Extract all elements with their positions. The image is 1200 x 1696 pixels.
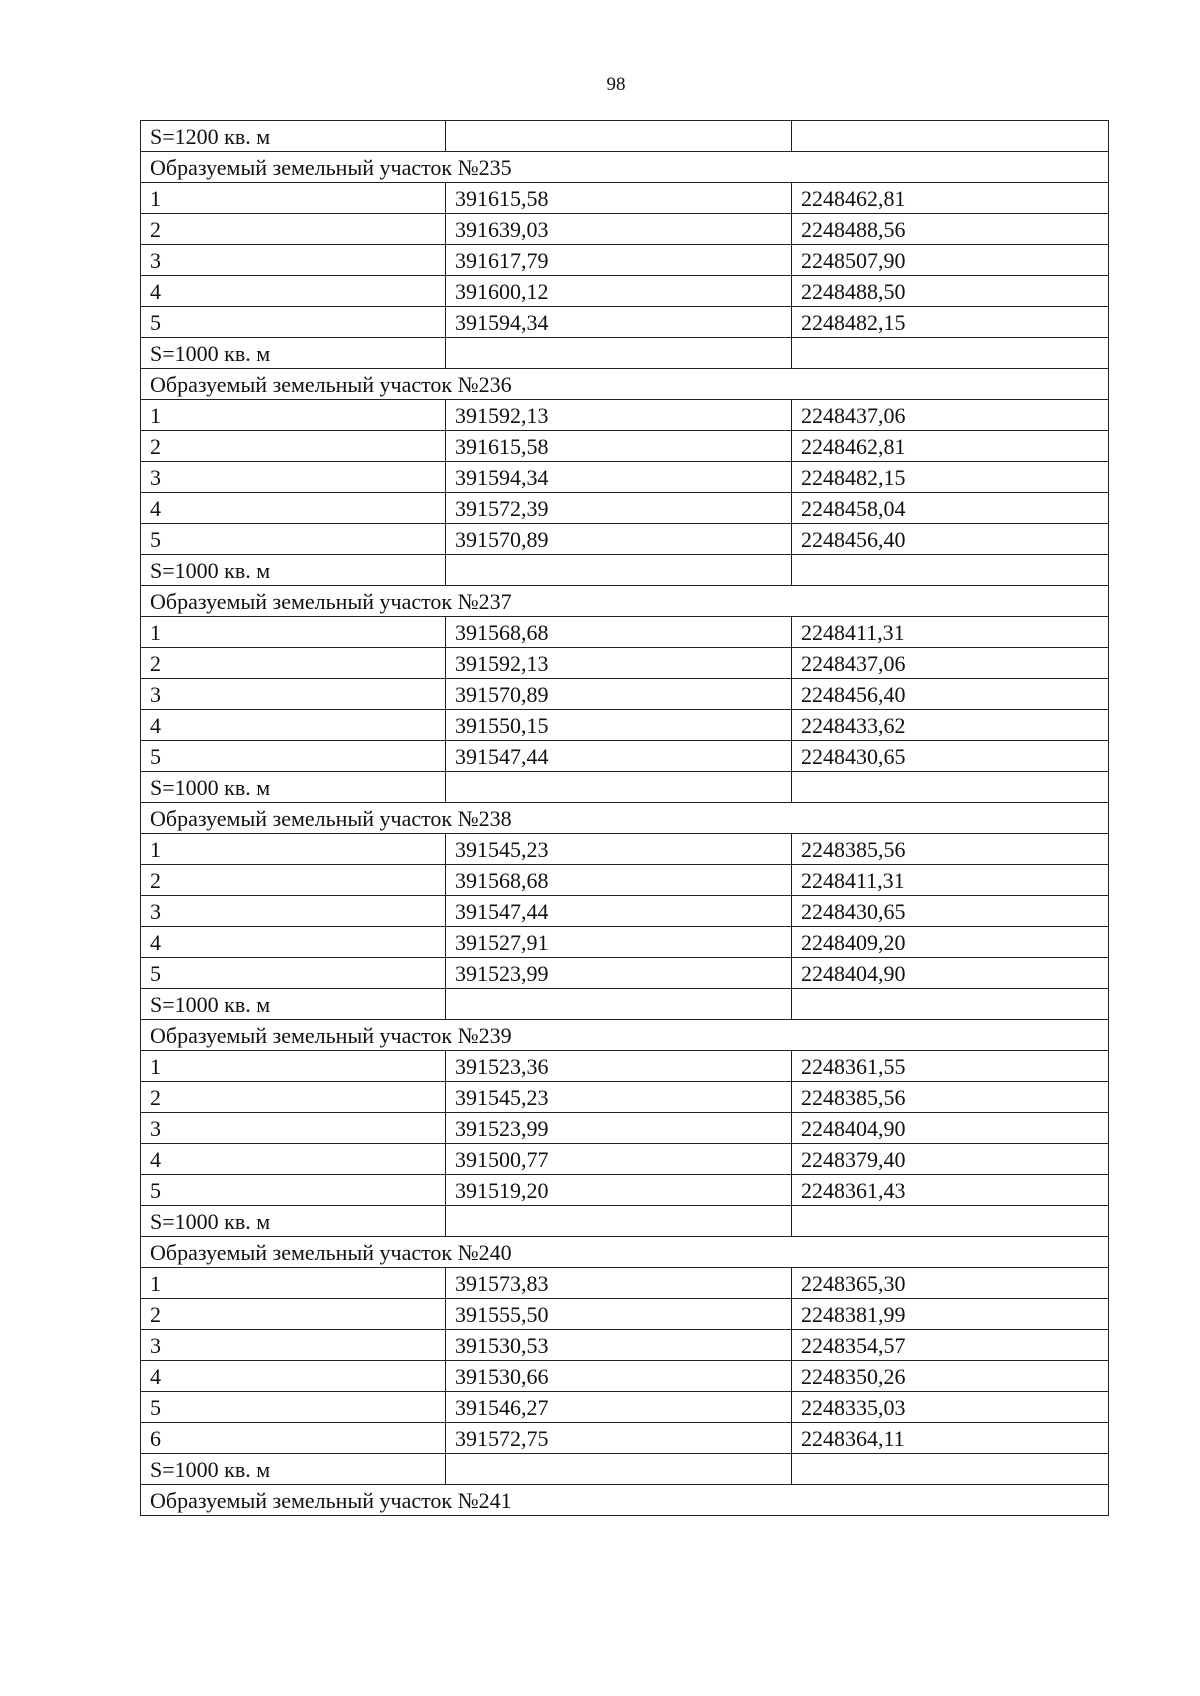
point-number: 4 [141,927,446,958]
coordinate-y: 2248411,31 [792,865,1109,896]
point-row [141,1051,1109,1082]
coordinates-table [140,120,1109,1516]
point-row [141,865,1109,896]
point-number: 3 [141,1113,446,1144]
empty-cell [446,121,792,152]
point-number: 4 [141,1144,446,1175]
coordinate-x: 391568,68 [446,617,792,648]
empty-cell [792,121,1109,152]
coordinate-y: 2248462,81 [792,431,1109,462]
coordinate-x: 391572,39 [446,493,792,524]
coordinate-x: 391545,23 [446,1082,792,1113]
coordinate-y: 2248433,62 [792,710,1109,741]
point-number: 2 [141,648,446,679]
coordinate-x: 391500,77 [446,1144,792,1175]
coordinate-y: 2248411,31 [792,617,1109,648]
area-value: S=1000 кв. м [141,772,446,803]
coordinate-x: 391555,50 [446,1299,792,1330]
coordinate-x: 391523,36 [446,1051,792,1082]
point-row [141,1082,1109,1113]
empty-cell [792,772,1109,803]
point-row [141,462,1109,493]
coordinate-y: 2248437,06 [792,400,1109,431]
point-number: 4 [141,276,446,307]
parcel-header-row [141,803,1109,834]
coordinate-x: 391550,15 [446,710,792,741]
area-row [141,989,1109,1020]
point-row [141,679,1109,710]
coordinate-x: 391592,13 [446,400,792,431]
coordinate-x: 391547,44 [446,741,792,772]
coordinate-x: 391527,91 [446,927,792,958]
point-number: 4 [141,710,446,741]
area-value: S=1200 кв. м [141,121,446,152]
point-row [141,524,1109,555]
empty-cell [446,989,792,1020]
parcel-title: Образуемый земельный участок №238 [141,803,1109,834]
coordinate-y: 2248456,40 [792,679,1109,710]
point-row [141,1113,1109,1144]
empty-cell [792,1454,1109,1485]
point-row [141,214,1109,245]
coordinate-x: 391530,53 [446,1330,792,1361]
coordinate-y: 2248381,99 [792,1299,1109,1330]
point-number: 1 [141,183,446,214]
parcel-header-row [141,369,1109,400]
coordinate-y: 2248482,15 [792,462,1109,493]
point-number: 5 [141,1392,446,1423]
point-number: 2 [141,1082,446,1113]
point-number: 4 [141,1361,446,1392]
coordinate-y: 2248409,20 [792,927,1109,958]
point-row [141,958,1109,989]
point-number: 2 [141,865,446,896]
area-row [141,555,1109,586]
point-number: 1 [141,1051,446,1082]
point-number: 5 [141,958,446,989]
point-number: 3 [141,1330,446,1361]
area-value: S=1000 кв. м [141,555,446,586]
area-row [141,1206,1109,1237]
point-row [141,276,1109,307]
empty-cell [792,555,1109,586]
coordinate-y: 2248456,40 [792,524,1109,555]
coordinate-y: 2248379,40 [792,1144,1109,1175]
area-row [141,338,1109,369]
area-value: S=1000 кв. м [141,338,446,369]
empty-cell [792,338,1109,369]
coordinate-x: 391572,75 [446,1423,792,1454]
coordinate-x: 391592,13 [446,648,792,679]
parcel-title: Образуемый земельный участок №239 [141,1020,1109,1051]
point-row [141,493,1109,524]
coordinate-y: 2248507,90 [792,245,1109,276]
coordinate-y: 2248404,90 [792,1113,1109,1144]
parcel-header-row [141,152,1109,183]
coordinate-x: 391617,79 [446,245,792,276]
point-row [141,183,1109,214]
point-number: 1 [141,400,446,431]
point-number: 4 [141,493,446,524]
point-row [141,1268,1109,1299]
coordinate-x: 391545,23 [446,834,792,865]
coordinate-y: 2248458,04 [792,493,1109,524]
coordinate-x: 391570,89 [446,524,792,555]
coordinate-y: 2248365,30 [792,1268,1109,1299]
parcel-title: Образуемый земельный участок №236 [141,369,1109,400]
parcel-header-row [141,1485,1109,1516]
point-row [141,617,1109,648]
coordinate-y: 2248350,26 [792,1361,1109,1392]
coordinate-x: 391546,27 [446,1392,792,1423]
coordinate-y: 2248488,50 [792,276,1109,307]
empty-cell [446,555,792,586]
coordinate-x: 391568,68 [446,865,792,896]
point-row [141,1330,1109,1361]
coordinate-x: 391639,03 [446,214,792,245]
empty-cell [446,1454,792,1485]
empty-cell [792,989,1109,1020]
coordinate-x: 391594,34 [446,462,792,493]
point-row [141,307,1109,338]
point-number: 1 [141,617,446,648]
area-row [141,121,1109,152]
coordinate-y: 2248364,11 [792,1423,1109,1454]
parcel-title: Образуемый земельный участок №235 [141,152,1109,183]
coordinate-x: 391573,83 [446,1268,792,1299]
point-number: 5 [141,1175,446,1206]
parcel-header-row [141,1237,1109,1268]
parcel-title: Образуемый земельный участок №237 [141,586,1109,617]
point-number: 1 [141,834,446,865]
area-value: S=1000 кв. м [141,1454,446,1485]
point-row [141,1423,1109,1454]
point-row [141,1361,1109,1392]
coordinate-x: 391570,89 [446,679,792,710]
point-row [141,245,1109,276]
point-row [141,896,1109,927]
empty-cell [446,772,792,803]
coordinate-y: 2248462,81 [792,183,1109,214]
coordinate-y: 2248482,15 [792,307,1109,338]
empty-cell [446,1206,792,1237]
empty-cell [446,338,792,369]
coordinate-y: 2248354,57 [792,1330,1109,1361]
point-row [141,1299,1109,1330]
point-number: 5 [141,741,446,772]
coordinates-table-body [141,121,1109,1516]
point-number: 2 [141,431,446,462]
area-row [141,1454,1109,1485]
coordinate-x: 391519,20 [446,1175,792,1206]
coordinate-x: 391523,99 [446,958,792,989]
point-number: 6 [141,1423,446,1454]
coordinate-y: 2248385,56 [792,834,1109,865]
coordinate-y: 2248488,56 [792,214,1109,245]
point-row [141,400,1109,431]
coordinate-x: 391594,34 [446,307,792,338]
point-number: 3 [141,896,446,927]
coordinate-y: 2248430,65 [792,741,1109,772]
point-number: 3 [141,245,446,276]
area-value: S=1000 кв. м [141,989,446,1020]
coordinate-x: 391600,12 [446,276,792,307]
coordinate-y: 2248430,65 [792,896,1109,927]
point-row [141,834,1109,865]
point-row [141,927,1109,958]
parcel-title: Образуемый земельный участок №241 [141,1485,1109,1516]
point-row [141,741,1109,772]
page-number: 98 [606,74,626,95]
point-number: 2 [141,214,446,245]
point-number: 2 [141,1299,446,1330]
point-number: 1 [141,1268,446,1299]
point-row [141,1175,1109,1206]
coordinate-x: 391615,58 [446,183,792,214]
point-row [141,648,1109,679]
point-row [141,1144,1109,1175]
area-value: S=1000 кв. м [141,1206,446,1237]
point-row [141,431,1109,462]
coordinate-x: 391530,66 [446,1361,792,1392]
coordinate-y: 2248437,06 [792,648,1109,679]
coordinate-y: 2248361,43 [792,1175,1109,1206]
empty-cell [792,1206,1109,1237]
point-number: 5 [141,307,446,338]
point-row [141,1392,1109,1423]
coordinate-x: 391615,58 [446,431,792,462]
point-number: 5 [141,524,446,555]
coordinate-y: 2248361,55 [792,1051,1109,1082]
parcel-header-row [141,586,1109,617]
coordinate-y: 2248335,03 [792,1392,1109,1423]
point-number: 3 [141,679,446,710]
parcel-title: Образуемый земельный участок №240 [141,1237,1109,1268]
coordinate-y: 2248404,90 [792,958,1109,989]
coordinate-x: 391547,44 [446,896,792,927]
coordinate-x: 391523,99 [446,1113,792,1144]
coordinate-y: 2248385,56 [792,1082,1109,1113]
point-number: 3 [141,462,446,493]
area-row [141,772,1109,803]
parcel-header-row [141,1020,1109,1051]
point-row [141,710,1109,741]
